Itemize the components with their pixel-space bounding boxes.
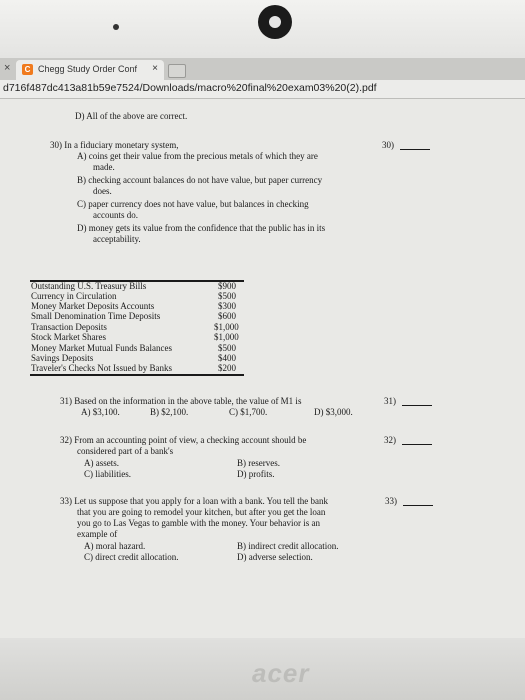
table-row-value: $900 — [218, 281, 236, 291]
q31-option-b: B) $2,100. — [150, 407, 189, 417]
table-row-value: $600 — [218, 311, 236, 321]
q32-answer-blank — [402, 444, 432, 445]
url-text[interactable]: d716f487dc413a81b59e7524/Downloads/macro%20final%20exam03%20(2).pdf — [3, 82, 377, 94]
pdf-page — [0, 99, 525, 638]
q30-option-a-cont: made. — [93, 162, 115, 172]
q30-option-d: D) money gets its value from the confidence that the public has in its — [77, 223, 326, 233]
table-row-label: Currency in Circulation — [31, 291, 117, 301]
q33-option-c: C) direct credit allocation. — [84, 552, 179, 562]
q32-option-b: B) reserves. — [237, 458, 280, 468]
laptop-bezel-top — [0, 0, 525, 58]
q33-stem-line2: that you are going to remodel your kitchen, but after you get the loan — [77, 507, 326, 517]
sensor-dot — [113, 24, 119, 30]
q31-stem: 31) Based on the information in the above table, the value of M1 is — [60, 396, 302, 406]
q31-option-a: A) $3,100. — [81, 407, 120, 417]
close-tab-icon[interactable]: × — [4, 62, 11, 74]
table-row-value: $1,000 — [214, 332, 239, 342]
q33-number: 33) — [385, 496, 397, 506]
table-row-label: Small Denomination Time Deposits — [31, 311, 161, 321]
q30-option-c-cont: accounts do. — [93, 210, 138, 220]
table-row-label: Money Market Mutual Funds Balances — [31, 343, 172, 353]
q33-stem: 33) Let us suppose that you apply for a loan with a bank. You tell the bank — [60, 496, 328, 506]
tab-chegg[interactable] — [16, 60, 164, 80]
webcam — [258, 5, 292, 39]
q30-option-d-cont: acceptability. — [93, 234, 141, 244]
table-row-label: Savings Deposits — [31, 353, 94, 363]
tab-bar — [0, 58, 525, 80]
q30-option-c: C) paper currency does not have value, but balances in checking — [77, 199, 309, 209]
screen — [0, 58, 525, 638]
q33-answer-blank — [403, 505, 433, 506]
q32-option-a: A) assets. — [84, 458, 119, 468]
q30-option-b-cont: does. — [93, 186, 112, 196]
q31-answer-blank — [402, 405, 432, 406]
q32-number: 32) — [384, 435, 396, 445]
q33-option-d: D) adverse selection. — [237, 552, 313, 562]
table-row-label: Stock Market Shares — [31, 332, 106, 342]
q32-option-d: D) profits. — [237, 469, 275, 479]
address-bar[interactable] — [0, 80, 525, 99]
table-row-label: Traveler's Checks Not Issued by Banks — [31, 363, 173, 373]
q31-number: 31) — [384, 396, 396, 406]
table-row-label: Money Market Deposits Accounts — [31, 301, 155, 311]
q33-stem-line3: you go to Las Vegas to gamble with the money. Your behavior is an — [77, 518, 320, 528]
table-row-value: $1,000 — [214, 322, 239, 332]
new-tab-button[interactable] — [168, 64, 186, 78]
q32-option-c: C) liabilities. — [84, 469, 131, 479]
q30-option-a: A) coins get their value from the precious metals of which they are — [77, 151, 318, 161]
q30-answer-blank — [400, 149, 430, 150]
table-row-value: $300 — [218, 301, 236, 311]
q32-stem: 32) From an accounting point of view, a checking account should be — [60, 435, 307, 445]
table-row-value: $500 — [218, 291, 236, 301]
acer-logo: acer — [252, 658, 310, 688]
laptop-bezel-bottom — [0, 638, 525, 700]
q31-option-d: D) $3,000. — [314, 407, 353, 417]
q33-stem-line4: example of — [77, 529, 118, 539]
q33-option-b: B) indirect credit allocation. — [237, 541, 339, 551]
table-row-label: Transaction Deposits — [31, 322, 107, 332]
table-row-value: $500 — [218, 343, 236, 353]
table-row-value: $200 — [218, 363, 236, 373]
q30-stem: 30) In a fiduciary monetary system, — [50, 140, 179, 150]
q29-option-d: D) All of the above are correct. — [75, 111, 188, 121]
q30-number: 30) — [382, 140, 394, 150]
q31-option-c: C) $1,700. — [229, 407, 268, 417]
close-icon[interactable]: × — [152, 63, 158, 74]
q32-stem-cont: considered part of a bank's — [77, 446, 174, 456]
table-row-value: $400 — [218, 353, 236, 363]
table-row-label: Outstanding U.S. Treasury Bills — [31, 281, 147, 291]
tab-title: Chegg Study Order Conf — [38, 64, 138, 74]
chegg-favicon-icon: C — [22, 64, 33, 75]
q30-option-b: B) checking account balances do not have value, but paper currency — [77, 175, 323, 185]
q33-option-a: A) moral hazard. — [84, 541, 146, 551]
